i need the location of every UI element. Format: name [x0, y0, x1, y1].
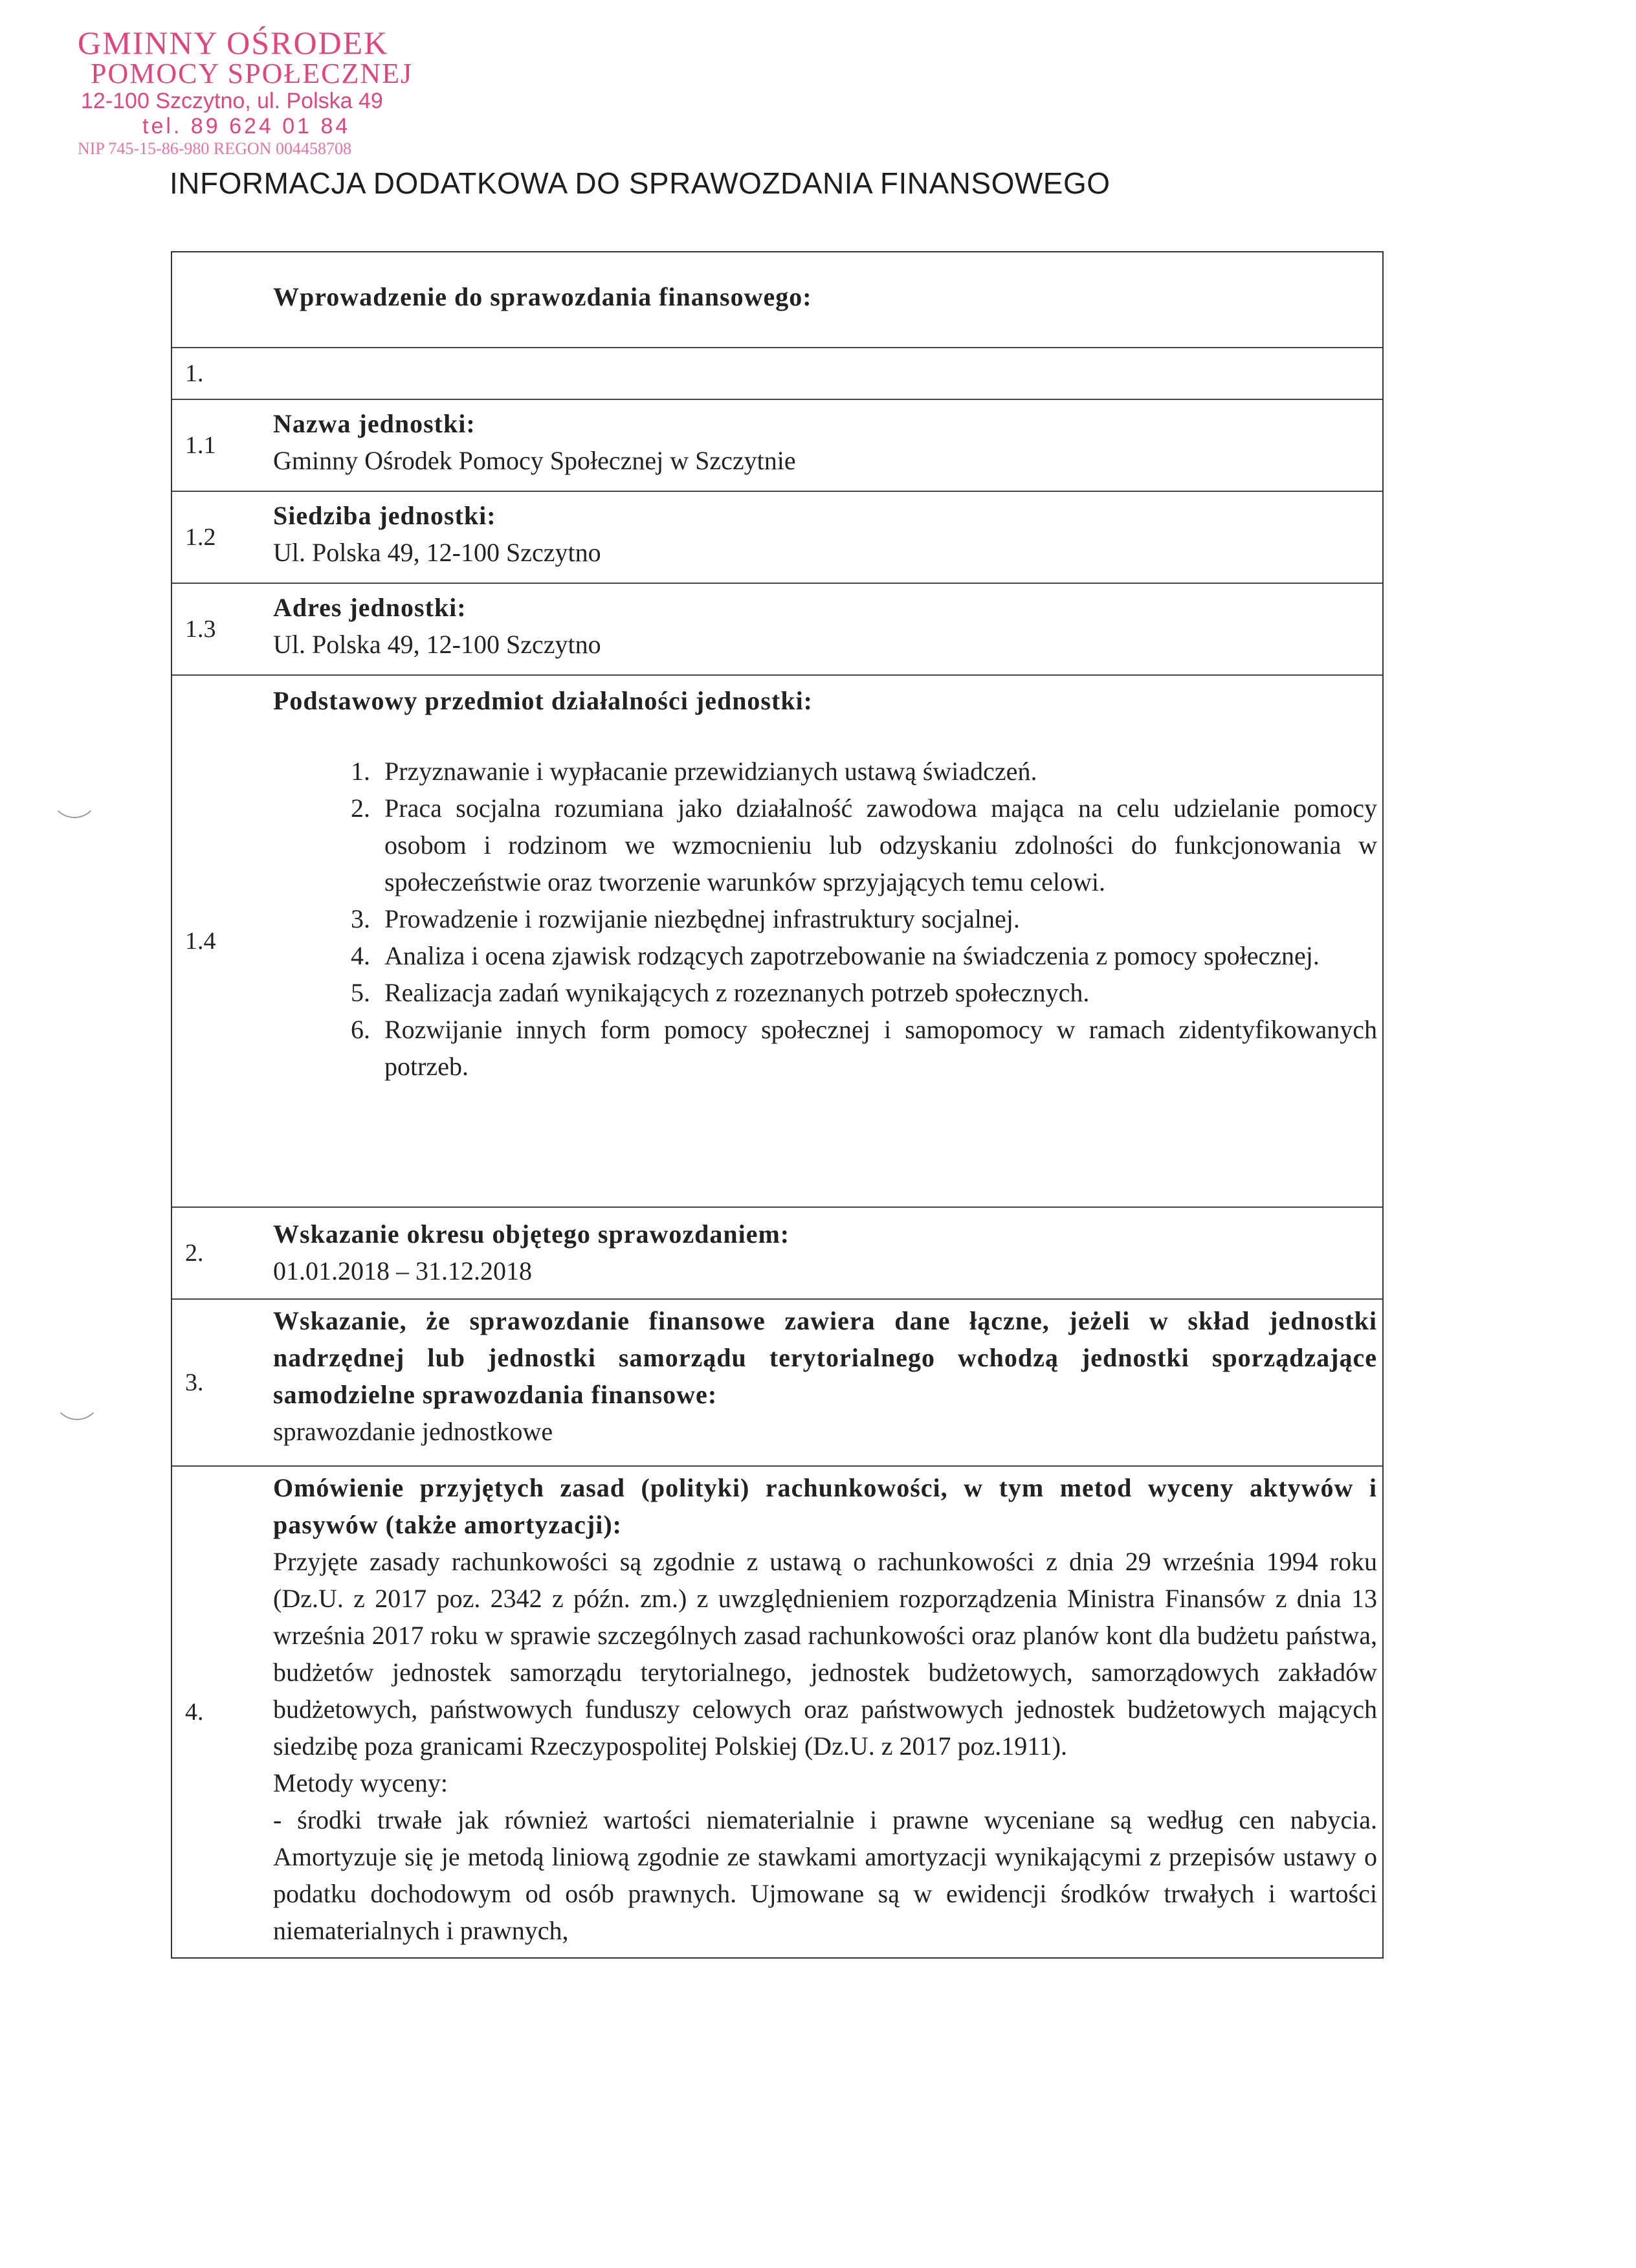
- intro-heading: Wprowadzenie do sprawozdania finansowego:: [273, 282, 812, 311]
- section-number: 1.: [185, 360, 204, 387]
- section-row: [172, 1467, 1382, 1957]
- list-item: 3. Prowadzenie i rozwijanie niezbędnej infrastruktury socjalnej.: [377, 900, 1377, 937]
- section-label: Wskazanie, że sprawozdanie finansowe zawiera dane łączne, jeżeli w skład jednostki nadrzędnej lub jednostki samorządu terytorialnego wchodzą jednostki sporządzające samodzielne sprawozdania finansowe:: [273, 1306, 1377, 1409]
- section-row: [172, 492, 1382, 584]
- section-label: Podstawowy przedmiot działalności jednostki:: [273, 686, 813, 715]
- section-number: 1.2: [185, 524, 216, 551]
- stamp-line: NIP 745-15-86-980 REGON 004458708: [78, 139, 351, 158]
- report-table: [171, 251, 1384, 1959]
- section-label: Wskazanie okresu objętego sprawozdaniem:: [273, 1219, 790, 1249]
- section-number: 1.1: [185, 432, 216, 459]
- list-item: 6. Rozwijanie innych form pomocy społecznej i samopomocy w ramach zidentyfikowanych potrzeb.: [377, 1011, 1377, 1085]
- stamp-line: 12-100 Szczytno, ul. Polska 49: [81, 89, 383, 113]
- methods-label: Metody wyceny:: [273, 1768, 448, 1797]
- methods-paragraph: - środki trwałe jak również wartości niematerialnie i prawne wyceniane są według cen nabycia. Amortyzuje się je metodą liniową zgodnie ze stawkami amortyzacji wynikającymi z przepisów ustawy o podatku dochodowym od osób prawnych. Ujmowane są w ewidencji środków trwałych i wartości niematerialnych i prawnych,: [273, 1805, 1377, 1945]
- section-number: 3.: [185, 1369, 204, 1396]
- section-row: [172, 584, 1382, 676]
- section-label: Siedziba jednostki:: [273, 501, 496, 530]
- activity-list: [273, 753, 1377, 1085]
- scan-mark: [50, 790, 98, 818]
- stamp-line: tel. 89 624 01 84: [142, 114, 351, 139]
- policy-paragraph: Przyjęte zasady rachunkowości są zgodnie z ustawą o rachunkowości z dnia 29 września 1994 roku (Dz.U. z 2017 poz. 2342 z późn. zm.) z uwzględnieniem rozporządzenia Ministra Finansów z dnia 13 września 2017 roku w sprawie szczególnych zasad rachunkowości oraz planów kont dla budżetu państwa, budżetów jednostek samorządu terytorialnego, jednostek budżetowych, samorządowych zakładów budżetowych, państwowych funduszy celowych oraz państwowych jednostek budżetowych mających siedzibę poza granicami Rzeczypospolitej Polskiej (Dz.U. z 2017 poz.1911).: [273, 1547, 1377, 1761]
- stamp-line: GMINNY OŚRODEK: [78, 25, 389, 61]
- section-value: sprawozdanie jednostkowe: [273, 1417, 553, 1446]
- section-row: [172, 348, 1382, 400]
- section-label: Omówienie przyjętych zasad (polityki) rachunkowości, w tym metod wyceny aktywów i pasywów (także amortyzacji):: [273, 1473, 1377, 1539]
- section-value: Ul. Polska 49, 12-100 Szczytno: [273, 630, 601, 659]
- section-number: 1.3: [185, 616, 216, 643]
- section-row: [172, 1300, 1382, 1467]
- section-row: [172, 400, 1382, 492]
- institution-stamp: [78, 26, 466, 159]
- stamp-line: POMOCY SPOŁECZNEJ: [91, 58, 414, 89]
- section-value: 01.01.2018 – 31.12.2018: [273, 1256, 532, 1285]
- list-item: 5. Realizacja zadań wynikających z rozeznanych potrzeb społecznych.: [377, 974, 1377, 1011]
- section-value: Ul. Polska 49, 12-100 Szczytno: [273, 538, 601, 567]
- section-number: 2.: [185, 1240, 204, 1267]
- section-row: [172, 676, 1382, 1208]
- list-item: 2. Praca socjalna rozumiana jako działalność zawodowa mająca na celu udzielanie pomocy osobom i rodzinom we wzmocnieniu lub odzyskaniu zdolności do funkcjonowania w społeczeństwie oraz tworzenie warunków sprzyjających temu celowi.: [377, 790, 1377, 900]
- document-title: INFORMACJA DODATKOWA DO SPRAWOZDANIA FINANSOWEGO: [170, 166, 1111, 200]
- list-item: 4. Analiza i ocena zjawisk rodzących zapotrzebowanie na świadczenia z pomocy społecznej.: [377, 937, 1377, 974]
- intro-row: [172, 252, 1382, 348]
- section-value: Gminny Ośrodek Pomocy Społecznej w Szczytnie: [273, 446, 796, 475]
- section-label: Adres jednostki:: [273, 593, 467, 622]
- section-number: 1.4: [185, 928, 216, 955]
- section-row: [172, 1208, 1382, 1300]
- list-item: 1. Przyznawanie i wypłacanie przewidzianych ustawą świadczeń.: [377, 753, 1377, 790]
- section-label: Nazwa jednostki:: [273, 409, 476, 438]
- scan-mark: [53, 1392, 101, 1420]
- section-number: 4.: [185, 1698, 204, 1726]
